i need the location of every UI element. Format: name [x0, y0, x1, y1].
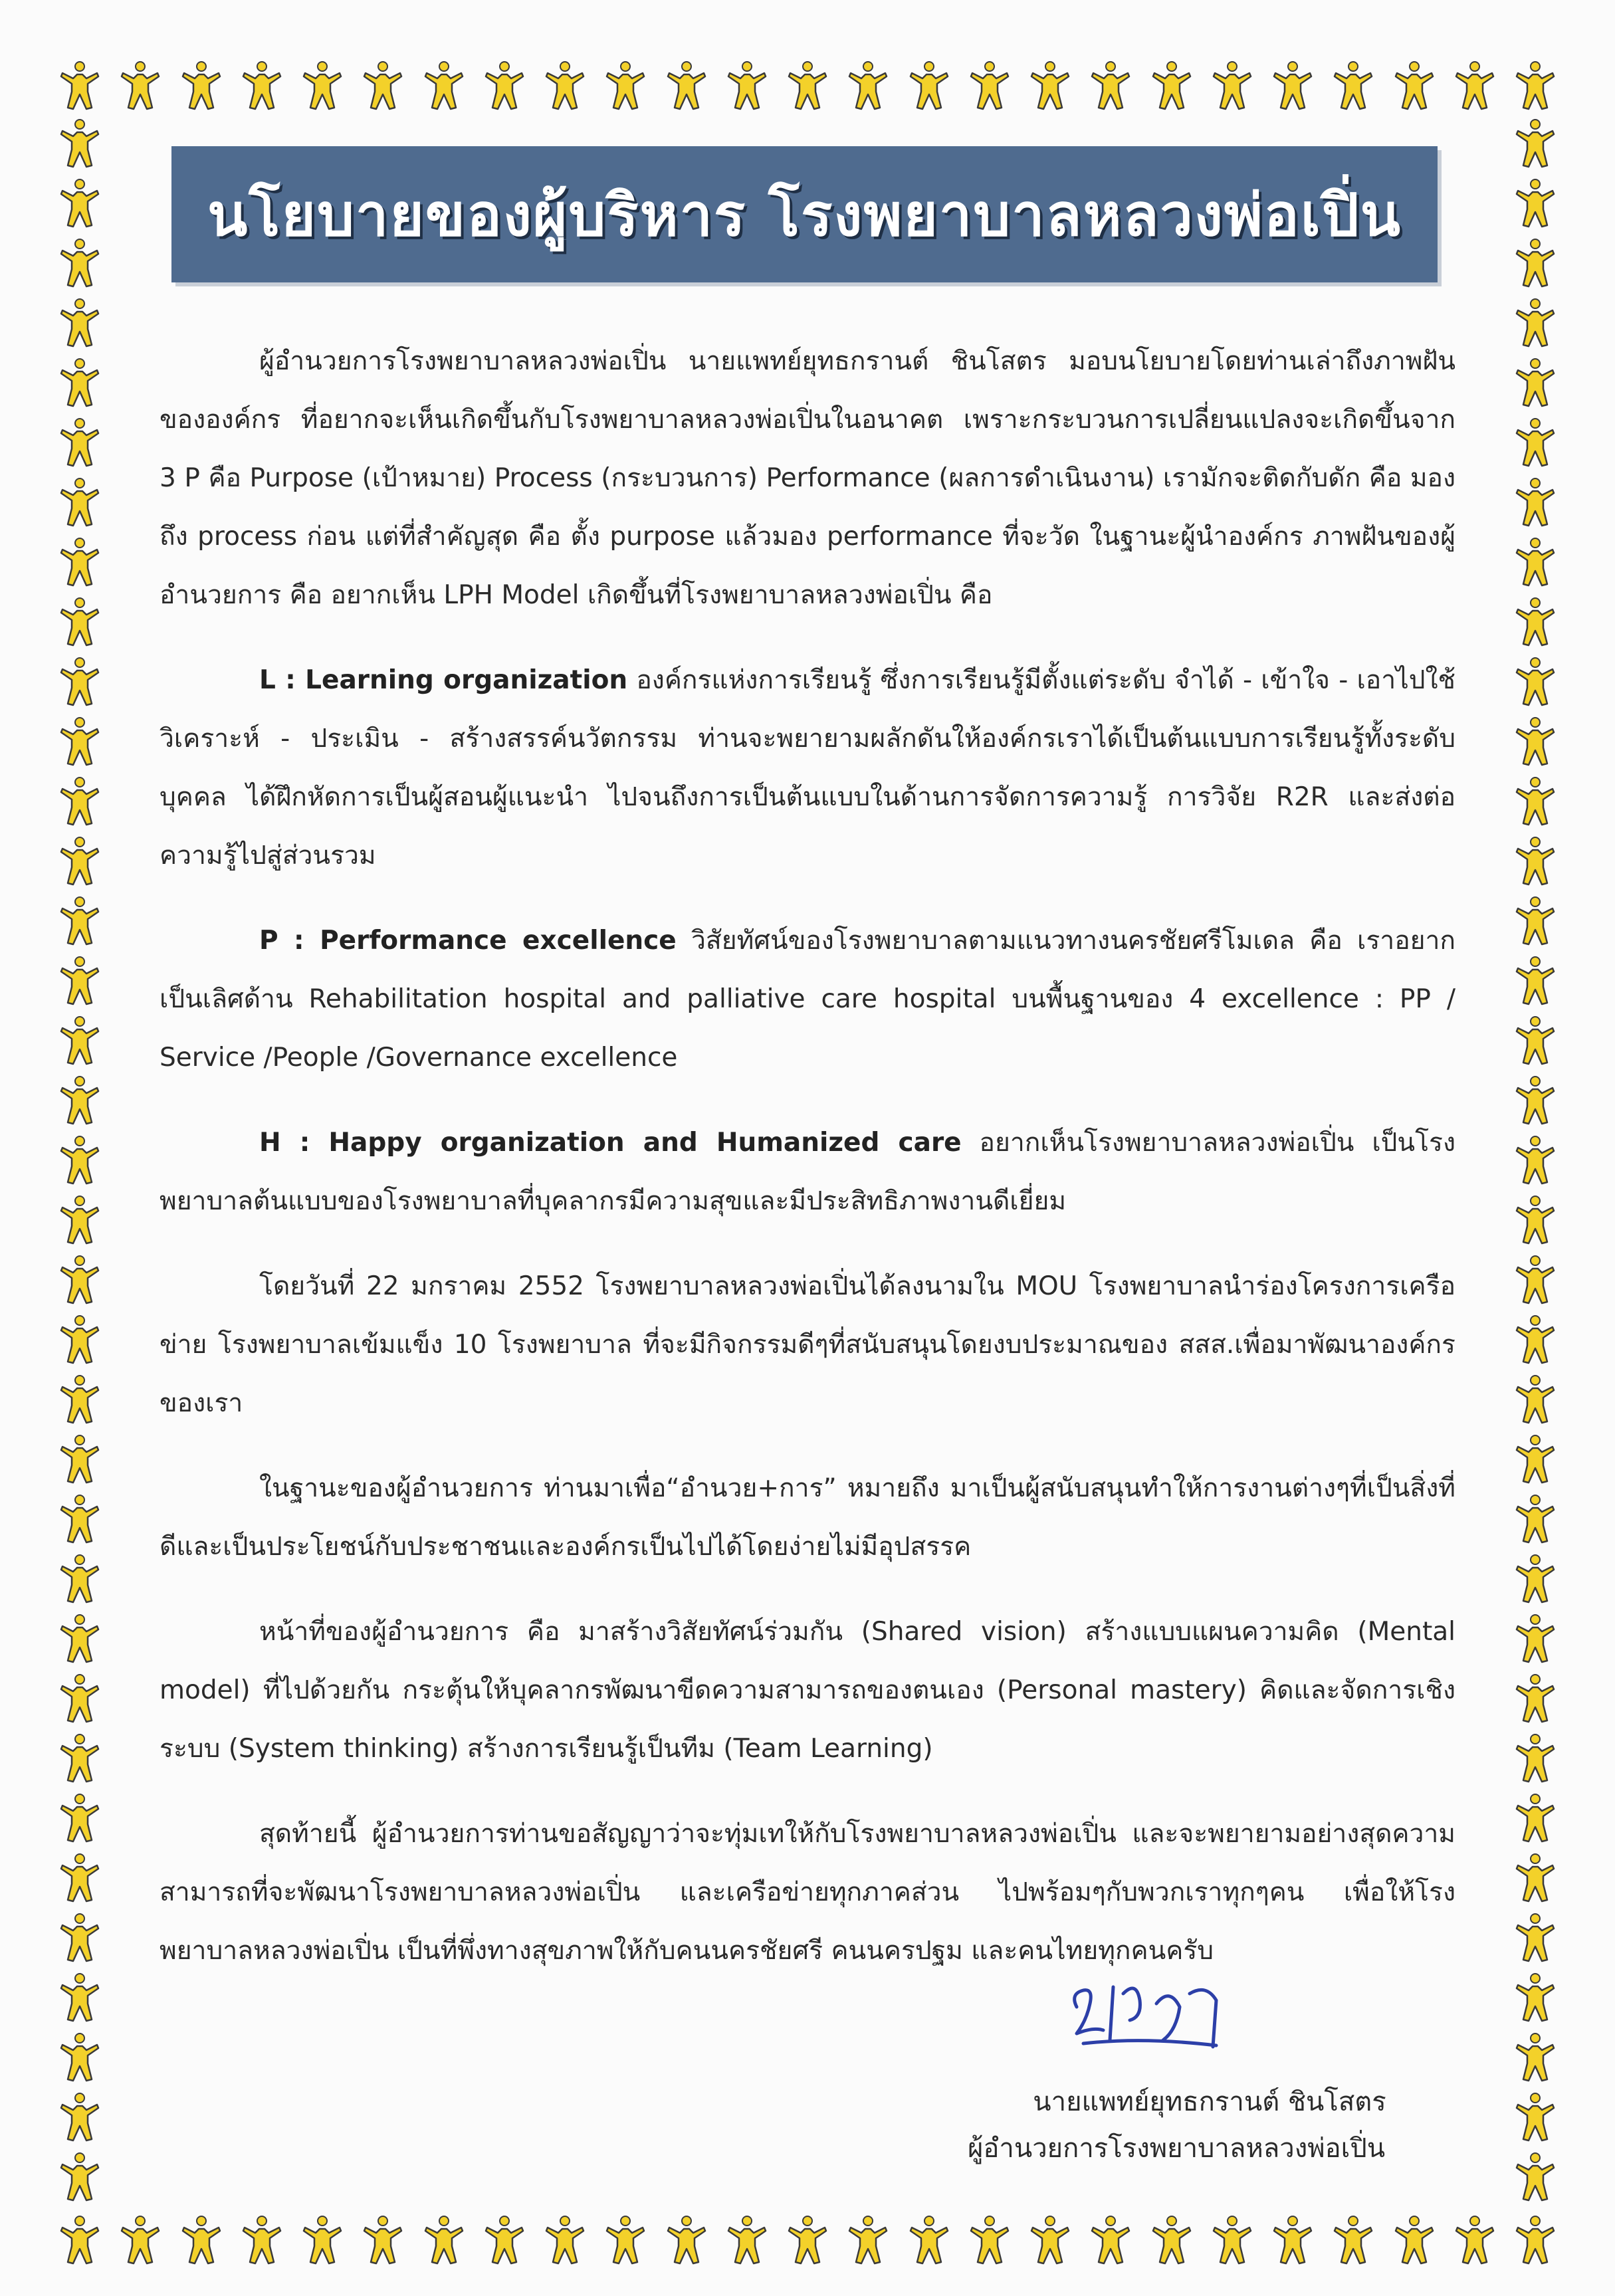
yellow-figure-icon	[53, 535, 106, 588]
yellow-figure-icon	[53, 1253, 106, 1306]
yellow-figure-icon	[53, 1851, 106, 1904]
yellow-figure-icon	[53, 714, 106, 768]
yellow-figure-icon	[1509, 475, 1562, 528]
role-paragraph: ในฐานะของผู้อำนวยการ ท่านมาเพื่อ“อำนวย+การ” หมายถึง มาเป็นผู้สนับสนุนทำให้การงานต่างๆที่เป็นสิ่งที่ดีและเป็นประโยชน์กับประชาชนและองค์กรเป็นไปได้โดยง่ายไม่มีอุปสรรค	[160, 1473, 1455, 1562]
yellow-figure-icon	[478, 2213, 531, 2266]
yellow-figure-icon	[53, 2090, 106, 2143]
yellow-figure-icon	[114, 58, 167, 112]
yellow-figure-icon	[1509, 655, 1562, 708]
yellow-figure-icon	[1509, 2030, 1562, 2083]
yellow-figure-icon	[1509, 1013, 1562, 1067]
yellow-figure-icon	[1327, 2213, 1380, 2266]
yellow-figure-icon	[538, 2213, 592, 2266]
yellow-figure-icon	[1509, 1851, 1562, 1904]
yellow-figure-icon	[53, 1731, 106, 1784]
page-title: นโยบายของผู้บริหาร โรงพยาบาลหลวงพ่อเปิ่น	[207, 179, 1402, 249]
yellow-figure-icon	[599, 2213, 652, 2266]
yellow-figure-icon	[963, 2213, 1016, 2266]
yellow-figure-icon	[1388, 58, 1441, 112]
happy-heading: H : Happy organization and Humanized care	[259, 1128, 962, 1158]
yellow-figure-icon	[175, 2213, 228, 2266]
yellow-figure-icon	[175, 58, 228, 112]
yellow-figure-icon	[356, 2213, 409, 2266]
yellow-figure-icon	[1509, 2090, 1562, 2143]
performance-paragraph	[160, 912, 1455, 1087]
yellow-figure-icon	[1084, 58, 1137, 112]
yellow-figure-icon	[1509, 2150, 1562, 2203]
performance-heading: P : Performance excellence	[259, 926, 677, 956]
yellow-figure-icon	[1509, 1133, 1562, 1186]
document-body	[160, 332, 1455, 2007]
yellow-figure-icon	[1509, 415, 1562, 469]
happy-paragraph	[160, 1114, 1455, 1231]
learning-paragraph	[160, 651, 1455, 885]
mou-paragraph: โดยวันที่ 22 มกราคม 2552 โรงพยาบาลหลวงพ่อเปิ่นได้ลงนามใน MOU โรงพยาบาลนำร่องโครงการเครือข่าย โรงพยาบาลเข้มแข็ง 10 โรงพยาบาล ที่จะมีกิจกรรมดีๆที่สนับสนุนโดยงบประมาณของ สสส.เพื่อมาพัฒนาองค์กรของเรา	[160, 1271, 1455, 1418]
yellow-figure-icon	[1206, 2213, 1259, 2266]
yellow-figure-icon	[538, 58, 592, 112]
yellow-figure-icon	[296, 58, 349, 112]
learning-body: องค์กรแห่งการเรียนรู้ ซึ่งการเรียนรู้มีตั้งแต่ระดับ จำได้ - เข้าใจ - เอาไปใช้ วิเคราะห์ - ประเมิน - สร้างสรรค์นวัตกรรม ท่านจะพยายามผลักดันให้องค์กรเราได้เป็นต้นแบบการเรียนรู้ทั้งระดับบุคคล ได้ฝึกหัดการเป็นผู้สอนผู้แนะนำ ไปจนถึงการเป็นต้นแบบในด้านการจัดการความรู้ การวิจัย R2R และส่งต่อความรู้ไปสู่ส่วนรวม	[160, 665, 1455, 871]
yellow-figure-icon	[781, 2213, 834, 2266]
yellow-figure-icon	[599, 58, 652, 112]
yellow-figure-icon	[296, 2213, 349, 2266]
signatory-name: นายแพทย์ยุทธกรานต์ ชินโสตร	[1033, 2087, 1386, 2117]
yellow-figure-icon	[53, 1312, 106, 1366]
yellow-figure-icon	[1145, 2213, 1198, 2266]
yellow-figure-icon	[1266, 2213, 1319, 2266]
yellow-figure-icon	[53, 954, 106, 1007]
yellow-figure-icon	[53, 1671, 106, 1724]
title-banner	[171, 146, 1438, 282]
signature-mark	[1063, 1967, 1249, 2067]
yellow-figure-icon	[841, 2213, 895, 2266]
yellow-figure-icon	[53, 1073, 106, 1126]
yellow-figure-icon	[53, 595, 106, 648]
yellow-figure-icon	[841, 58, 895, 112]
yellow-figure-icon	[53, 1492, 106, 1545]
yellow-figure-icon	[1509, 1671, 1562, 1724]
yellow-figure-icon	[53, 1432, 106, 1485]
yellow-figure-icon	[720, 58, 774, 112]
yellow-figure-icon	[53, 1911, 106, 1964]
yellow-figure-icon	[53, 894, 106, 947]
happy-body: อยากเห็นโรงพยาบาลหลวงพ่อเปิ่น เป็นโรงพยาบาลต้นแบบของโรงพยาบาลที่บุคลากรมีความสุขและมีประสิทธิภาพงานดีเยี่ยม	[160, 1128, 1455, 1216]
yellow-figure-icon	[1327, 58, 1380, 112]
yellow-figure-icon	[53, 2150, 106, 2203]
yellow-figure-icon	[1509, 1193, 1562, 1246]
yellow-figure-icon	[53, 475, 106, 528]
yellow-figure-icon	[53, 1133, 106, 1186]
yellow-figure-icon	[478, 58, 531, 112]
yellow-figure-icon	[1509, 176, 1562, 229]
yellow-figure-icon	[903, 58, 956, 112]
yellow-figure-icon	[1509, 595, 1562, 648]
yellow-figure-icon	[53, 655, 106, 708]
yellow-figure-icon	[1509, 1552, 1562, 1605]
learning-heading: L : Learning organization	[259, 665, 628, 695]
yellow-figure-icon	[1509, 1791, 1562, 1844]
yellow-figure-icon	[1206, 58, 1259, 112]
yellow-figure-icon	[53, 296, 106, 349]
yellow-figure-icon	[53, 116, 106, 169]
border-bottom	[53, 2213, 1562, 2266]
yellow-figure-icon	[356, 58, 409, 112]
yellow-figure-icon	[1509, 774, 1562, 827]
yellow-figure-icon	[1448, 2213, 1501, 2266]
yellow-figure-icon	[903, 2213, 956, 2266]
yellow-figure-icon	[1509, 1312, 1562, 1366]
yellow-figure-icon	[963, 58, 1016, 112]
yellow-figure-icon	[53, 415, 106, 469]
yellow-figure-icon	[1509, 1970, 1562, 2024]
yellow-figure-icon	[53, 1552, 106, 1605]
yellow-figure-icon	[1023, 58, 1077, 112]
border-top	[53, 58, 1562, 112]
yellow-figure-icon	[417, 58, 471, 112]
yellow-figure-icon	[1448, 58, 1501, 112]
yellow-figure-icon	[1509, 236, 1562, 289]
yellow-figure-icon	[1509, 834, 1562, 887]
yellow-figure-icon	[53, 58, 106, 112]
yellow-figure-icon	[660, 2213, 713, 2266]
yellow-figure-icon	[1388, 2213, 1441, 2266]
yellow-figure-icon	[53, 1013, 106, 1067]
yellow-figure-icon	[1509, 954, 1562, 1007]
yellow-figure-icon	[1509, 1253, 1562, 1306]
yellow-figure-icon	[1509, 116, 1562, 169]
yellow-figure-icon	[660, 58, 713, 112]
yellow-figure-icon	[1509, 1432, 1562, 1485]
duty-paragraph: หน้าที่ของผู้อำนวยการ คือ มาสร้างวิสัยทัศน์ร่วมกัน (Shared vision) สร้างแบบแผนความคิด (Mental model) ที่ไปด้วยกัน กระตุ้นให้บุคลากรพัฒนาขีดความสามารถของตนเอง (Personal mastery) คิดและจัดการเชิงระบบ (System thinking) สร้างการเรียนรู้เป็นทีม (Team Learning)	[160, 1617, 1455, 1764]
yellow-figure-icon	[235, 58, 288, 112]
yellow-figure-icon	[417, 2213, 471, 2266]
yellow-figure-icon	[1509, 1073, 1562, 1126]
yellow-figure-icon	[53, 1791, 106, 1844]
yellow-figure-icon	[53, 1612, 106, 1665]
yellow-figure-icon	[1509, 1612, 1562, 1665]
yellow-figure-icon	[1084, 2213, 1137, 2266]
yellow-figure-icon	[53, 1372, 106, 1425]
border-right	[1509, 116, 1562, 2203]
yellow-figure-icon	[114, 2213, 167, 2266]
yellow-figure-icon	[1509, 58, 1562, 112]
yellow-figure-icon	[1509, 535, 1562, 588]
yellow-figure-icon	[53, 236, 106, 289]
yellow-figure-icon	[1509, 714, 1562, 768]
yellow-figure-icon	[53, 834, 106, 887]
yellow-figure-icon	[53, 356, 106, 409]
yellow-figure-icon	[781, 58, 834, 112]
yellow-figure-icon	[53, 774, 106, 827]
yellow-figure-icon	[53, 176, 106, 229]
yellow-figure-icon	[1509, 1731, 1562, 1784]
yellow-figure-icon	[1266, 58, 1319, 112]
yellow-figure-icon	[53, 2213, 106, 2266]
yellow-figure-icon	[53, 1193, 106, 1246]
yellow-figure-icon	[235, 2213, 288, 2266]
yellow-figure-icon	[1509, 1492, 1562, 1545]
yellow-figure-icon	[53, 2030, 106, 2083]
yellow-figure-icon	[1509, 296, 1562, 349]
yellow-figure-icon	[1509, 1372, 1562, 1425]
border-left	[53, 116, 106, 2203]
yellow-figure-icon	[720, 2213, 774, 2266]
yellow-figure-icon	[1023, 2213, 1077, 2266]
yellow-figure-icon	[1509, 1911, 1562, 1964]
closing-paragraph: สุดท้ายนี้ ผู้อำนวยการท่านขอสัญญาว่าจะทุ่มเทให้กับโรงพยาบาลหลวงพ่อเปิ่น และจะพยายามอย่างสุดความสามารถที่จะพัฒนาโรงพยาบาลหลวงพ่อเปิ่น และเครือข่ายทุกภาคส่วน ไปพร้อมๆกับพวกเราทุกๆคน เพื่อให้โรงพยาบาลหลวงพ่อเปิ่น เป็นที่พึ่งทางสุขภาพให้กับคนนครชัยศรี คนนครปฐม และคนไทยทุกคนครับ	[160, 1819, 1455, 1966]
yellow-figure-icon	[53, 1970, 106, 2024]
performance-body: วิสัยทัศน์ของโรงพยาบาลตามแนวทางนครชัยศรีโมเดล คือ เราอยากเป็นเลิศด้าน Rehabilitation hospital and palliative care hospital บนพื้นฐานของ 4 excellence : PP / Service /People /Governance excellence	[160, 926, 1455, 1073]
intro-paragraph: ผู้อำนวยการโรงพยาบาลหลวงพ่อเปิ่น นายแพทย์ยุทธกรานต์ ชินโสตร มอบนโยบายโดยท่านเล่าถึงภาพฝันขององค์กร ที่อยากจะเห็นเกิดขึ้นกับโรงพยาบาลหลวงพ่อเปิ่นในอนาคต เพราะกระบวนการเปลี่ยนแปลงจะเกิดขึ้นจาก 3 P คือ Purpose (เป้าหมาย) Process (กระบวนการ) Performance (ผลการดำเนินงาน) เรามักจะติดกับดัก คือ มองถึง process ก่อน แต่ที่สำคัญสุด คือ ตั้ง purpose แล้วมอง performance ที่จะวัด ในฐานะผู้นำองค์กร ภาพฝันของผู้อำนวยการ คือ อยากเห็น LPH Model เกิดขึ้นที่โรงพยาบาลหลวงพ่อเปิ่น คือ	[160, 346, 1455, 610]
yellow-figure-icon	[1145, 58, 1198, 112]
yellow-figure-icon	[1509, 894, 1562, 947]
signatory-position: ผู้อำนวยการโรงพยาบาลหลวงพ่อเปิ่น	[967, 2133, 1386, 2164]
yellow-figure-icon	[1509, 2213, 1562, 2266]
yellow-figure-icon	[1509, 356, 1562, 409]
